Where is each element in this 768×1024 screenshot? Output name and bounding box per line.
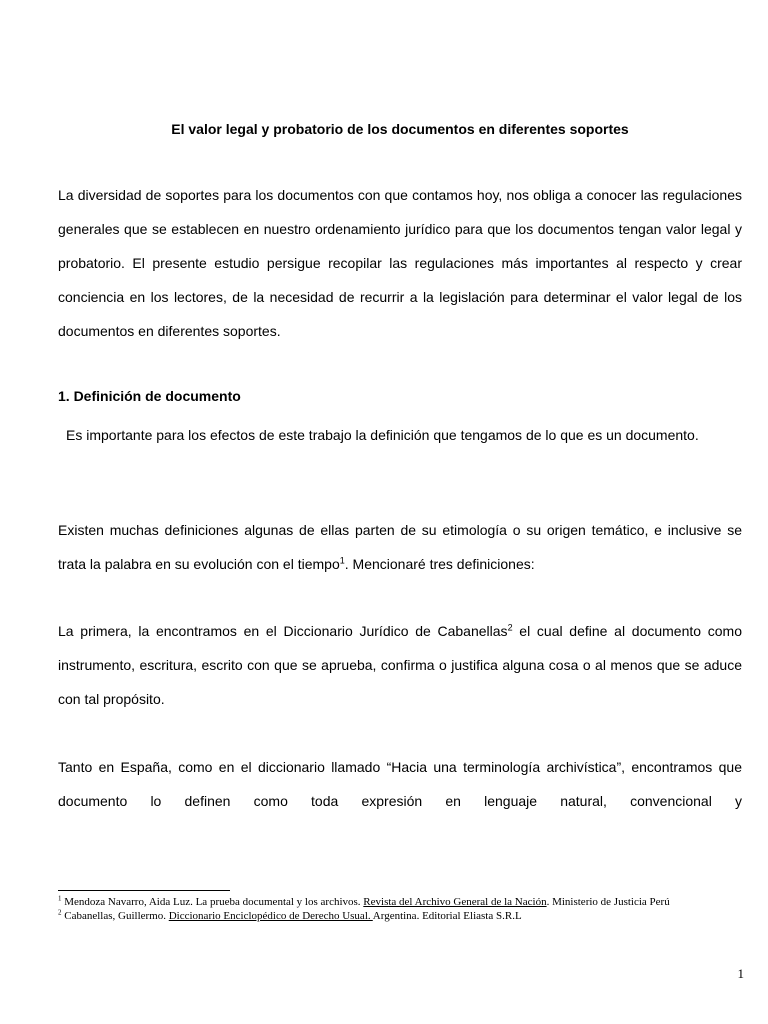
footnote-1-number: 1 — [58, 894, 62, 903]
footnote-1-publisher: . Ministerio de Justicia Perú — [546, 896, 670, 908]
paragraph-importance: Es importante para los efectos de este trabajo la definición que tengamos de lo que es un documento. — [66, 427, 699, 443]
footnote-ref-1: 1 — [339, 555, 345, 566]
page-number: 1 — [737, 966, 744, 981]
footnote-2-number: 2 — [58, 908, 62, 917]
footnote-1 — [58, 895, 712, 909]
footnote-2-source: Diccionario Enciclopédico de Derecho Usual. — [168, 910, 373, 922]
document-title: El valor legal y probatorio de los documentos en diferentes soportes — [171, 121, 629, 137]
paragraph-definitions-text: Existen muchas definiciones algunas de ellas parten de su etimología o su origen temático, e inclusive se trata la palabra en su evolución con el tiempo — [58, 522, 742, 572]
footnote-ref-2: 2 — [507, 622, 513, 633]
section-heading-1: 1. Definición de documento — [58, 388, 241, 404]
paragraph-definitions-tail: . Mencionaré tres definiciones: — [344, 556, 535, 572]
paragraph-cabanellas-tail: el cual define al documento como instrumento, escritura, escrito con que se aprueba, confirma o justifica alguna cosa o al menos que se aduce con tal propósito. — [58, 623, 743, 707]
paragraph-cabanellas-text: La primera, la encontramos en el Diccionario Jurídico de Cabanellas — [58, 623, 508, 639]
footnote-2 — [58, 909, 712, 923]
footnote-2-text: Cabanellas, Guillermo. — [61, 910, 169, 922]
footnote-1-text: Mendoza Navarro, Aida Luz. La prueba documental y los archivos. — [61, 896, 364, 908]
footnote-2-publisher: Argentina. Editorial Eliasta S.R.L — [372, 910, 522, 922]
footnote-separator — [58, 890, 230, 891]
footnote-1-source: Revista del Archivo General de la Nación — [363, 896, 547, 908]
intro-paragraph: La diversidad de soportes para los documentos con que contamos hoy, nos obliga a conocer las regulaciones generales que se establecen en nuestro ordenamiento jurídico para que los documentos tengan valor legal y probatorio. El presente estudio persigue recopilar las regulaciones más importantes al respecto y crear conciencia en los lectores, de la necesidad de recurrir a la legislación para determinar el valor legal de los documentos en diferentes soportes. — [58, 187, 742, 339]
paragraph-cabanellas — [58, 614, 742, 716]
paragraph-definitions — [58, 513, 742, 581]
paragraph-spain: Tanto en España, como en el diccionario llamado “Hacia una terminología archivística”, encontramos que documento lo definen como toda expresión en lenguaje natural, convencional y — [58, 759, 742, 809]
footnotes — [58, 895, 712, 923]
